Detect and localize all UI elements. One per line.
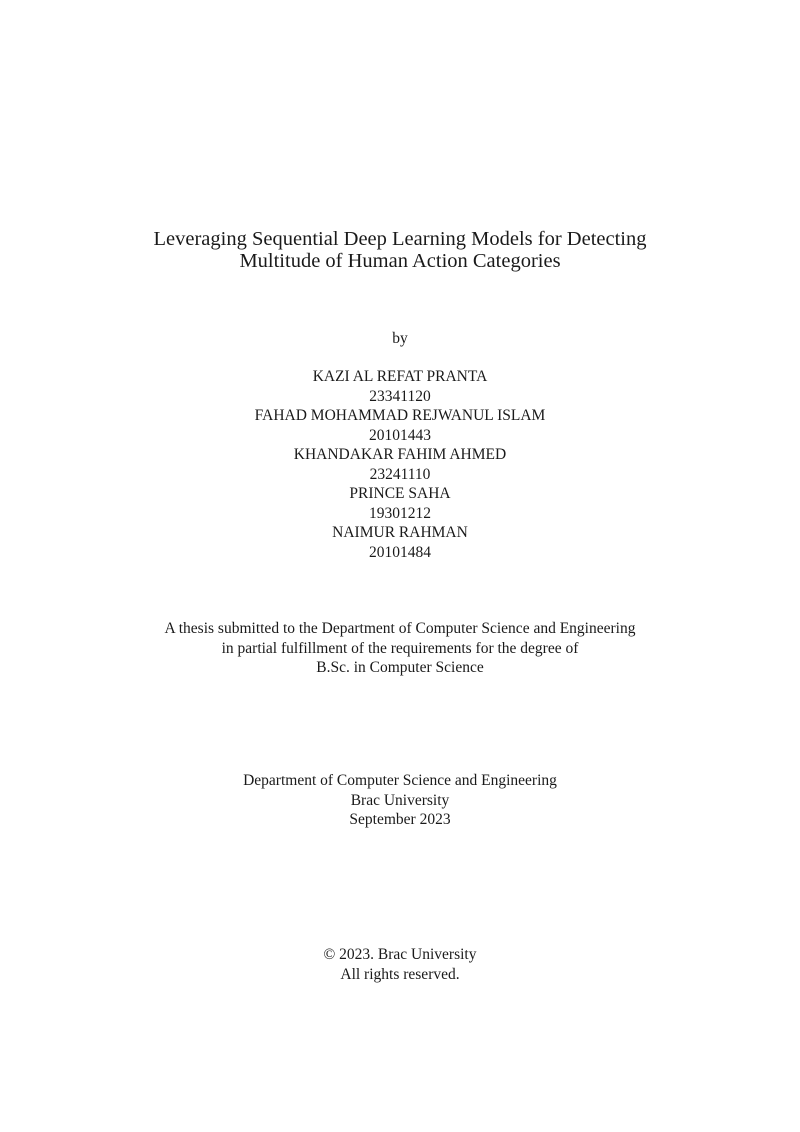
author-name: NAIMUR RAHMAN: [332, 524, 468, 541]
copyright-line-1: © 2023. Brac University: [323, 946, 477, 963]
copyright-notice: [0, 945, 800, 984]
by-label: [0, 329, 800, 348]
thesis-title-line-2: Multitude of Human Action Categories: [239, 250, 561, 272]
affiliation: [0, 771, 800, 830]
author-name: KAZI AL REFAT PRANTA: [312, 368, 488, 385]
thesis-title-line-1: Leveraging Sequential Deep Learning Models for Detecting: [153, 228, 647, 250]
author-id: 20101443: [369, 426, 431, 444]
submission-date: September 2023: [349, 811, 451, 828]
thesis-title: [0, 228, 800, 272]
author-list: [0, 367, 800, 562]
by-text: by: [392, 330, 408, 347]
statement-line-1: A thesis submitted to the Department of Computer Science and Engineering: [164, 620, 636, 637]
author-name: PRINCE SAHA: [349, 485, 451, 502]
author-name: KHANDAKAR FAHIM AHMED: [293, 446, 507, 463]
copyright-line-2: All rights reserved.: [340, 965, 460, 983]
author-id: 20101484: [369, 543, 431, 561]
submission-statement: [0, 619, 800, 678]
university-name: Brac University: [350, 791, 450, 809]
author-id: 23341120: [369, 387, 431, 405]
author-id: 19301212: [369, 504, 431, 522]
statement-line-3: B.Sc. in Computer Science: [316, 659, 484, 676]
author-name: FAHAD MOHAMMAD REJWANUL ISLAM: [254, 407, 546, 424]
department-name: Department of Computer Science and Engineering: [243, 772, 557, 789]
statement-line-2: in partial fulfillment of the requirements for the degree of: [221, 639, 579, 657]
author-id: 23241110: [369, 465, 431, 483]
